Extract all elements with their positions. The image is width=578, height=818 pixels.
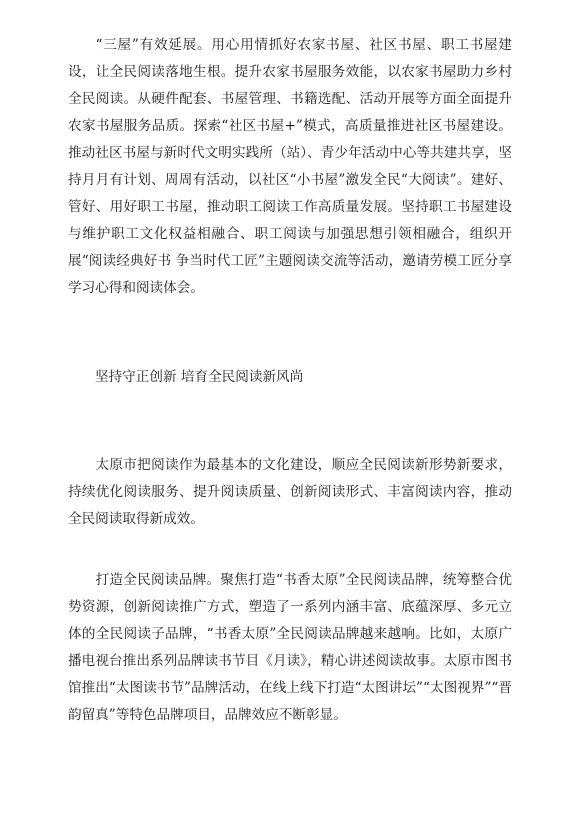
paragraph-three-bookhouses: “三屋”有效延展。用心用情抓好农家书屋、社区书屋、职工书屋建设，让全民阅读落地生根。提升农家书屋服务效能，以农家书屋助力乡村全民阅读。从硬件配套、书屋管理、书籍选配、活动开展等方面全面提升农家书屋服务品质。探索“社区书屋+”模式，高质量推进社区书屋建设。推动社区书屋与新时代文明实践所（站）、青少年活动中心等共建共享，坚持月月有计划、周周有活动，以社区“小书屋”激发全民“大阅读”。建好、管好、用好职工书屋，推动职工阅读工作高质量发展。坚持职工书屋建设与维护职工文化权益相融合、职工阅读与加强思想引领相融合，组织开展“阅读经典好书 争当时代工匠”主题阅读交流等活动，邀请劳模工匠分享学习心得和阅读体会。 [68, 37, 512, 296]
paragraph-taiyuan-reading: 太原市把阅读作为最基本的文化建设，顺应全民阅读新形势新要求，持续优化阅读服务、提升阅读质量、创新阅读形式、丰富阅读内容，推动全民阅读取得新成效。 [68, 457, 512, 527]
paragraph-reading-brand: 打造全民阅读品牌。聚焦打造“书香太原”全民阅读品牌，统筹整合优势资源，创新阅读推广方式，塑造了一系列内涵丰富、底蕴深厚、多元立体的全民阅读子品牌，“书香太原”全民阅读品牌越来越响。比如，太原广播电视台推出系列品牌读书节目《月读》，精心讲述阅读故事。太原市图书馆推出“太图读书节”品牌活动，在线上线下打造“太图讲坛”“太图视界”“晋韵留真”等特色品牌项目，品牌效应不断彰显。 [68, 572, 512, 723]
section-heading: 坚持守正创新 培育全民阅读新风尚 [95, 369, 304, 385]
